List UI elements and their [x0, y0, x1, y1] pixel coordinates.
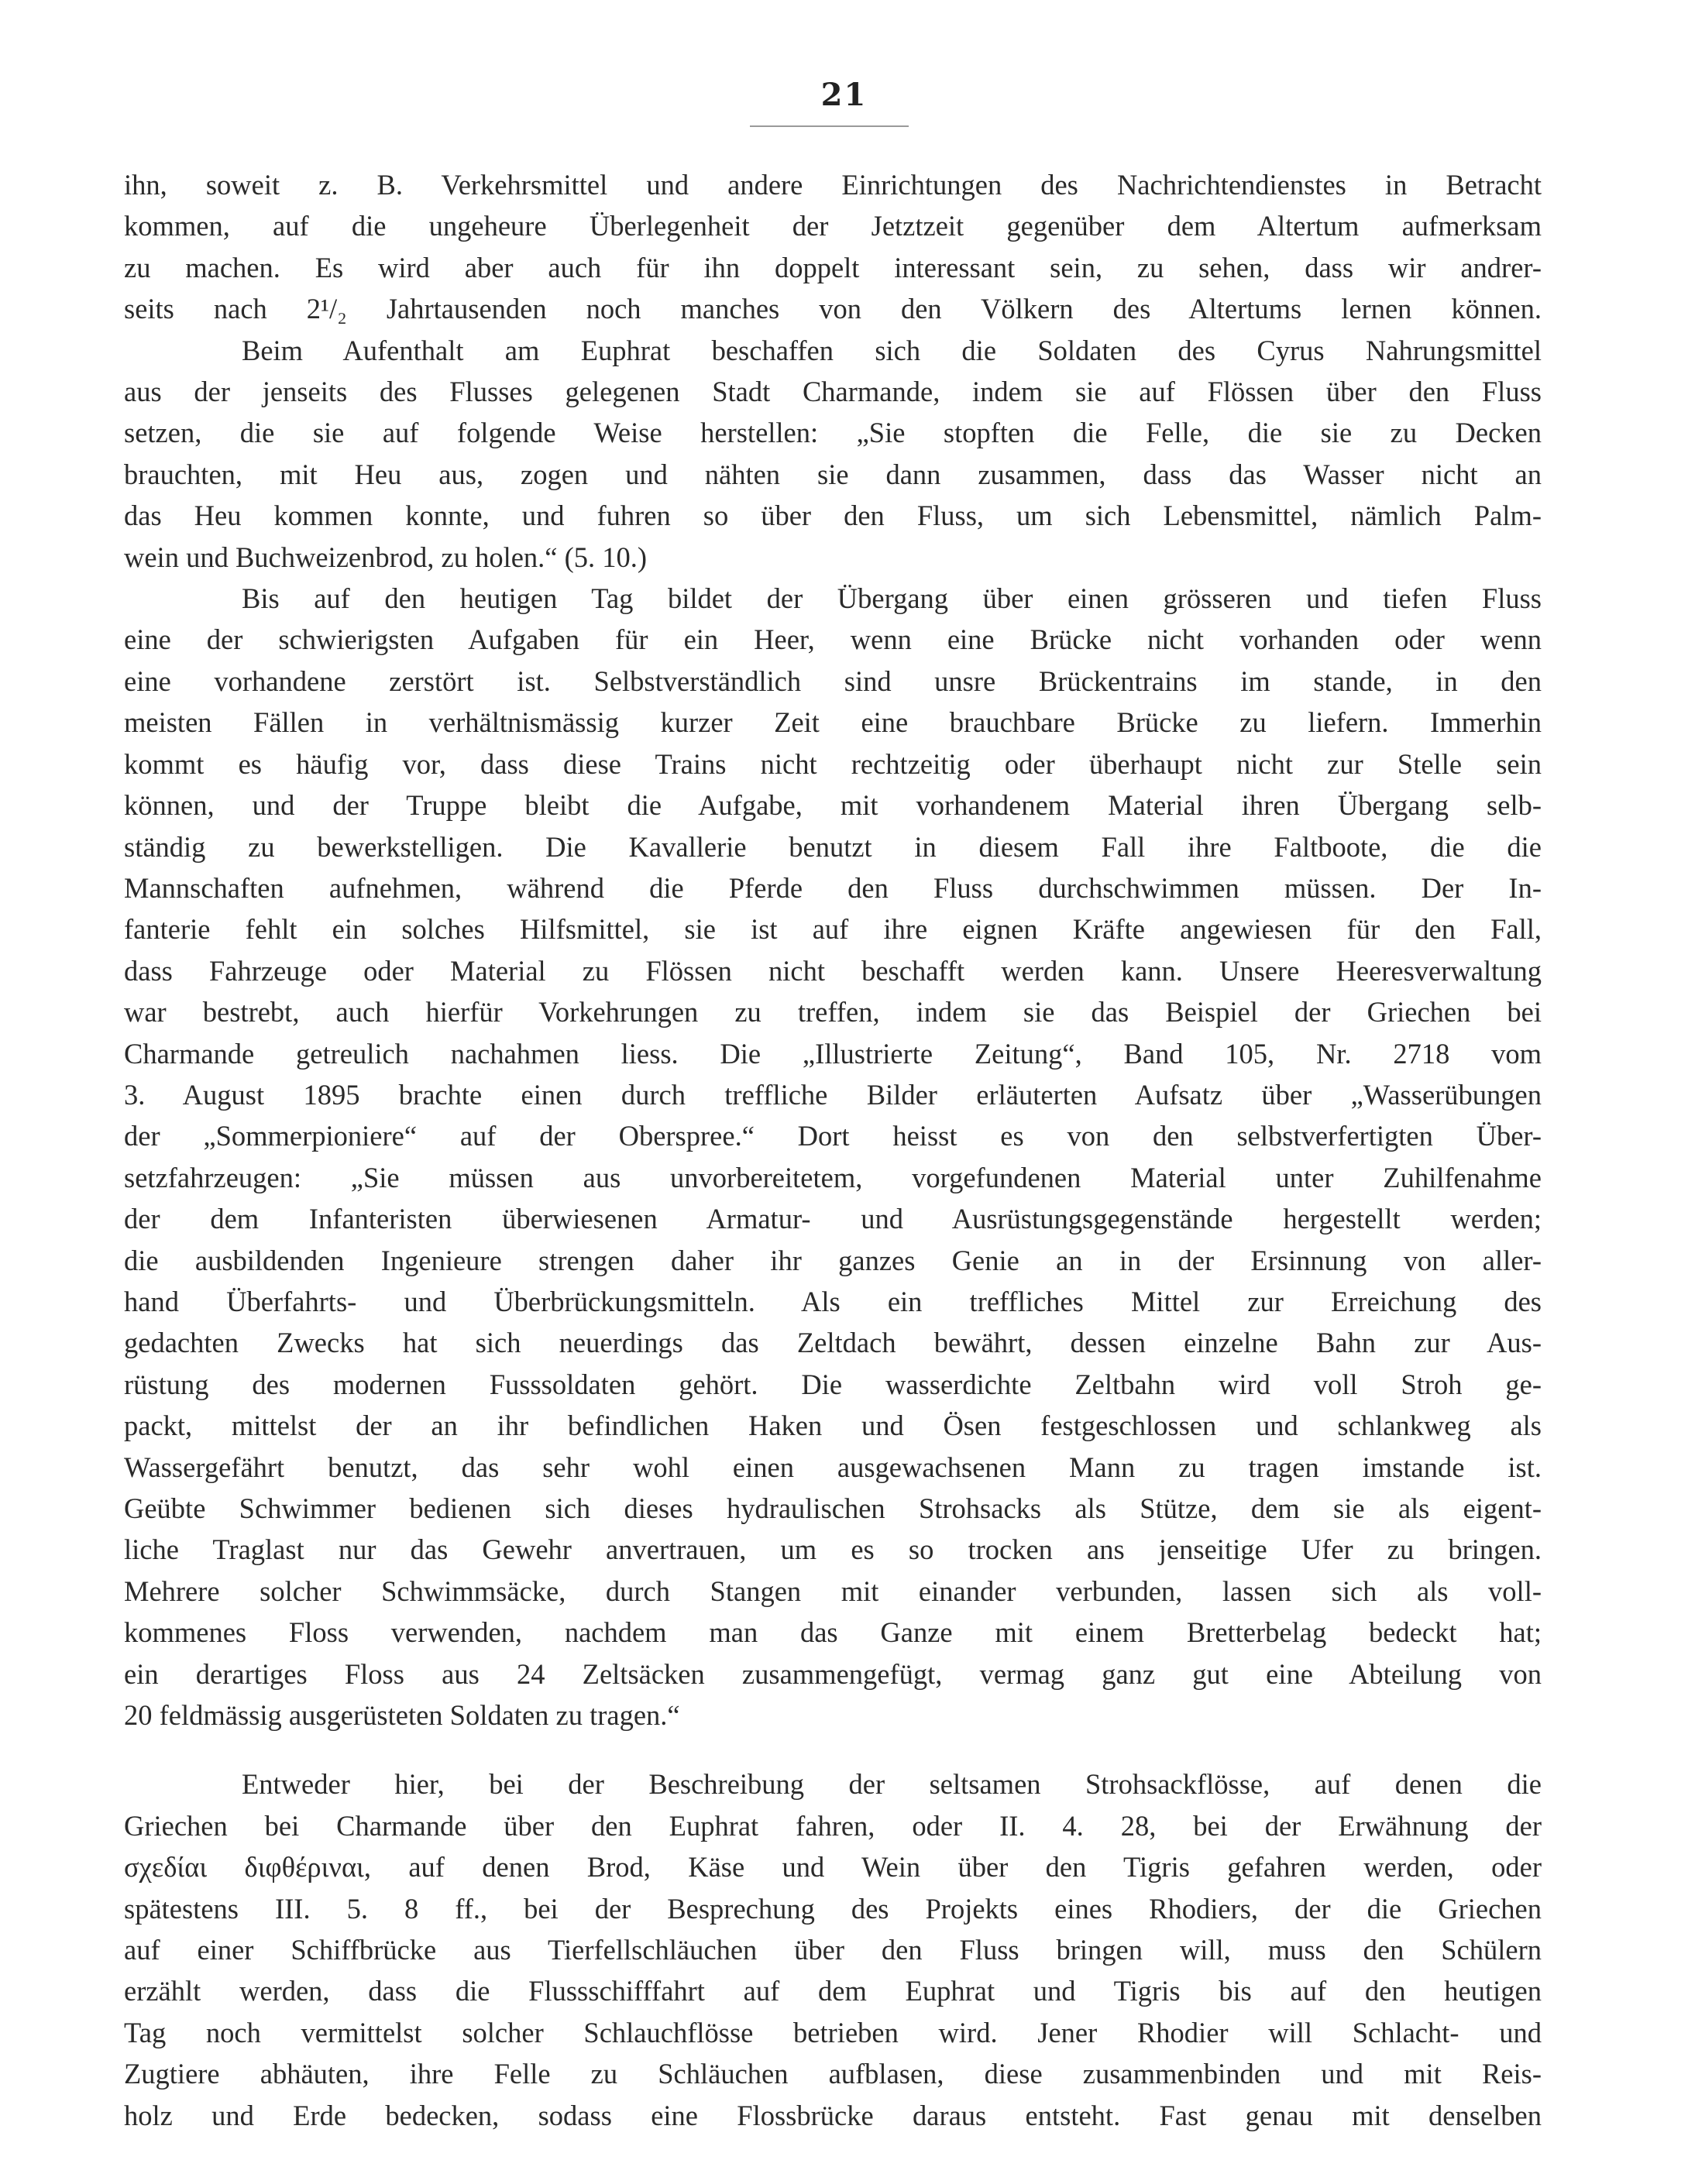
text-line: kommt es häufig vor, dass diese Trains nicht rechtzeitig oder überhaupt nicht zur Stelle sein: [124, 747, 1542, 780]
text-line: Bis auf den heutigen Tag bildet der Übergang über einen grösseren und tiefen Fluss: [242, 582, 1542, 615]
text-line: 3. August 1895 brachte einen durch treffliche Bilder erläuterten Aufsatz über „Wasserübungen: [124, 1078, 1542, 1111]
paragraph: [124, 1763, 1542, 2136]
text-line: ständig zu bewerkstelligen. Die Kavallerie benutzt in diesem Fall ihre Faltboote, die die: [124, 830, 1542, 863]
text-line: fanterie fehlt ein solches Hilfsmittel, sie ist auf ihre eignen Kräfte angewiesen für den Fall,: [124, 913, 1542, 946]
text-line: dass Fahrzeuge oder Material zu Flössen nicht beschafft werden kann. Unsere Heeresverwaltung: [124, 954, 1542, 987]
page-number: 21: [820, 77, 868, 113]
text-line: liche Traglast nur das Gewehr anvertrauen, um es so trocken ans jenseitige Ufer zu bringen.: [124, 1533, 1542, 1566]
text-line: das Heu kommen konnte, und fuhren so über den Fluss, um sich Lebensmittel, nämlich Palm-: [124, 500, 1542, 532]
text-line: wein und Buchweizenbrod, zu holen.“ (5. 10.): [124, 541, 648, 573]
text-line: kommenes Floss verwenden, nachdem man das Ganze mit einem Bretterbelag bedeckt hat;: [124, 1616, 1542, 1649]
text-line: ein derartiges Floss aus 24 Zeltsäcken zusammengefügt, vermag ganz gut eine Abteilung von: [124, 1657, 1542, 1690]
text-line: ihn, soweit z. B. Verkehrsmittel und andere Einrichtungen des Nachrichtendienstes in Betracht: [124, 169, 1542, 201]
text-line: Mannschaften aufnehmen, während die Pferde den Fluss durchschwimmen müssen. Der In-: [124, 871, 1542, 904]
text-line: Griechen bei Charmande über den Euphrat fahren, oder II. 4. 28, bei der Erwähnung der: [124, 1809, 1542, 1842]
text-line: hand Überfahrts- und Überbrückungsmitteln. Als ein treffliches Mittel zur Erreichung des: [124, 1285, 1542, 1317]
text-line: der dem Infanteristen überwiesenen Armatur- und Ausrüstungsgegenstände hergestellt werden;: [124, 1203, 1542, 1235]
text-line: kommen, auf die ungeheure Überlegenheit der Jetztzeit gegenüber dem Altertum aufmerksam: [124, 210, 1542, 242]
text-line: seits nach 2¹/₂ Jahrtausenden noch manches von den Völkern des Altertums lernen können.: [124, 293, 1542, 325]
text-line: war bestrebt, auch hierfür Vorkehrungen zu treffen, indem sie das Beispiel der Griechen bei: [124, 996, 1542, 1028]
text-line: 20 feldmässig ausgerüsteten Soldaten zu tragen.“: [124, 1699, 680, 1732]
text-line: rüstung des modernen Fusssoldaten gehört. Die wasserdichte Zeltbahn wird voll Stroh ge-: [124, 1368, 1542, 1400]
text-line: Charmande getreulich nachahmen liess. Die „Illustrierte Zeitung“, Band 105, Nr. 2718 vom: [124, 1037, 1542, 1070]
text-line: Geübte Schwimmer bedienen sich dieses hydraulischen Strohsacks als Stütze, dem sie als eigent-: [124, 1492, 1542, 1524]
header-rule: [750, 125, 909, 127]
text-line: brauchten, mit Heu aus, zogen und nähten sie dann zusammen, dass das Wasser nicht an: [124, 458, 1542, 490]
text-line: zu machen. Es wird aber auch für ihn doppelt interessant sein, zu sehen, dass wir andrer-: [124, 251, 1542, 283]
text-line: σχεδίαι διφθέριναι, auf denen Brod, Käse und Wein über den Tigris gefahren werden, oder: [124, 1851, 1542, 1884]
text-line: Mehrere solcher Schwimmsäcke, durch Stangen mit einander verbunden, lassen sich als voll-: [124, 1574, 1542, 1607]
text-line: aus der jenseits des Flusses gelegenen Stadt Charmande, indem sie auf Flössen über den Fluss: [124, 376, 1542, 408]
text-line: die ausbildenden Ingenieure strengen daher ihr ganzes Genie an in der Ersinnung von aller-: [124, 1244, 1542, 1276]
text-line: packt, mittelst der an ihr befindlichen Haken und Ösen festgeschlossen und schlankweg als: [124, 1410, 1542, 1442]
body-text: [124, 164, 1542, 2136]
text-line: holz und Erde bedecken, sodass eine Flossbrücke daraus entsteht. Fast genau mit denselben: [124, 2099, 1542, 2131]
text-line: erzählt werden, dass die Flussschifffahrt auf dem Euphrat und Tigris bis auf den heutigen: [124, 1975, 1542, 2007]
text-line: gedachten Zwecks hat sich neuerdings das Zeltdach bewährt, dessen einzelne Bahn zur Aus-: [124, 1327, 1542, 1359]
text-line: Zugtiere abhäuten, ihre Felle zu Schläuchen aufblasen, diese zusammenbinden und mit Reis-: [124, 2058, 1542, 2090]
text-line: setzfahrzeugen: „Sie müssen aus unvorbereitetem, vorgefundenen Material unter Zuhilfenahme: [124, 1161, 1542, 1193]
text-line: Entweder hier, bei der Beschreibung der seltsamen Strohsackflösse, auf denen die: [242, 1768, 1542, 1801]
paragraph: [124, 164, 1542, 330]
text-line: eine vorhandene zerstört ist. Selbstverständlich sind unsre Brückentrains im stande, in den: [124, 664, 1542, 697]
text-line: der „Sommerpioniere“ auf der Oberspree.“ Dort heisst es von den selbstverfertigten Über-: [124, 1120, 1542, 1152]
text-line: auf einer Schiffbrücke aus Tierfellschläuchen über den Fluss bringen will, muss den Schülern: [124, 1934, 1542, 1966]
text-line: können, und der Truppe bleibt die Aufgabe, mit vorhandenem Material ihren Übergang selb-: [124, 789, 1542, 822]
text-line: meisten Fällen in verhältnismässig kurzer Zeit eine brauchbare Brücke zu liefern. Immerhin: [124, 706, 1542, 739]
paragraph: [124, 330, 1542, 578]
text-line: setzen, die sie auf folgende Weise herstellen: „Sie stopften die Felle, die sie zu Decken: [124, 417, 1542, 449]
text-line: Wassergefährt benutzt, das sehr wohl einen ausgewachsenen Mann zu tragen imstande ist.: [124, 1451, 1542, 1483]
text-line: spätestens III. 5. 8 ff., bei der Besprechung des Projekts eines Rhodiers, der die Griechen: [124, 1892, 1542, 1925]
text-line: Beim Aufenthalt am Euphrat beschaffen sich die Soldaten des Cyrus Nahrungsmittel: [242, 334, 1542, 366]
text-line: eine der schwierigsten Aufgaben für ein Heer, wenn eine Brücke nicht vorhanden oder wenn: [124, 623, 1542, 656]
text-line: Tag noch vermittelst solcher Schlauchflösse betrieben wird. Jener Rhodier will Schlacht- und: [124, 2016, 1542, 2048]
paragraph: [124, 578, 1542, 1736]
